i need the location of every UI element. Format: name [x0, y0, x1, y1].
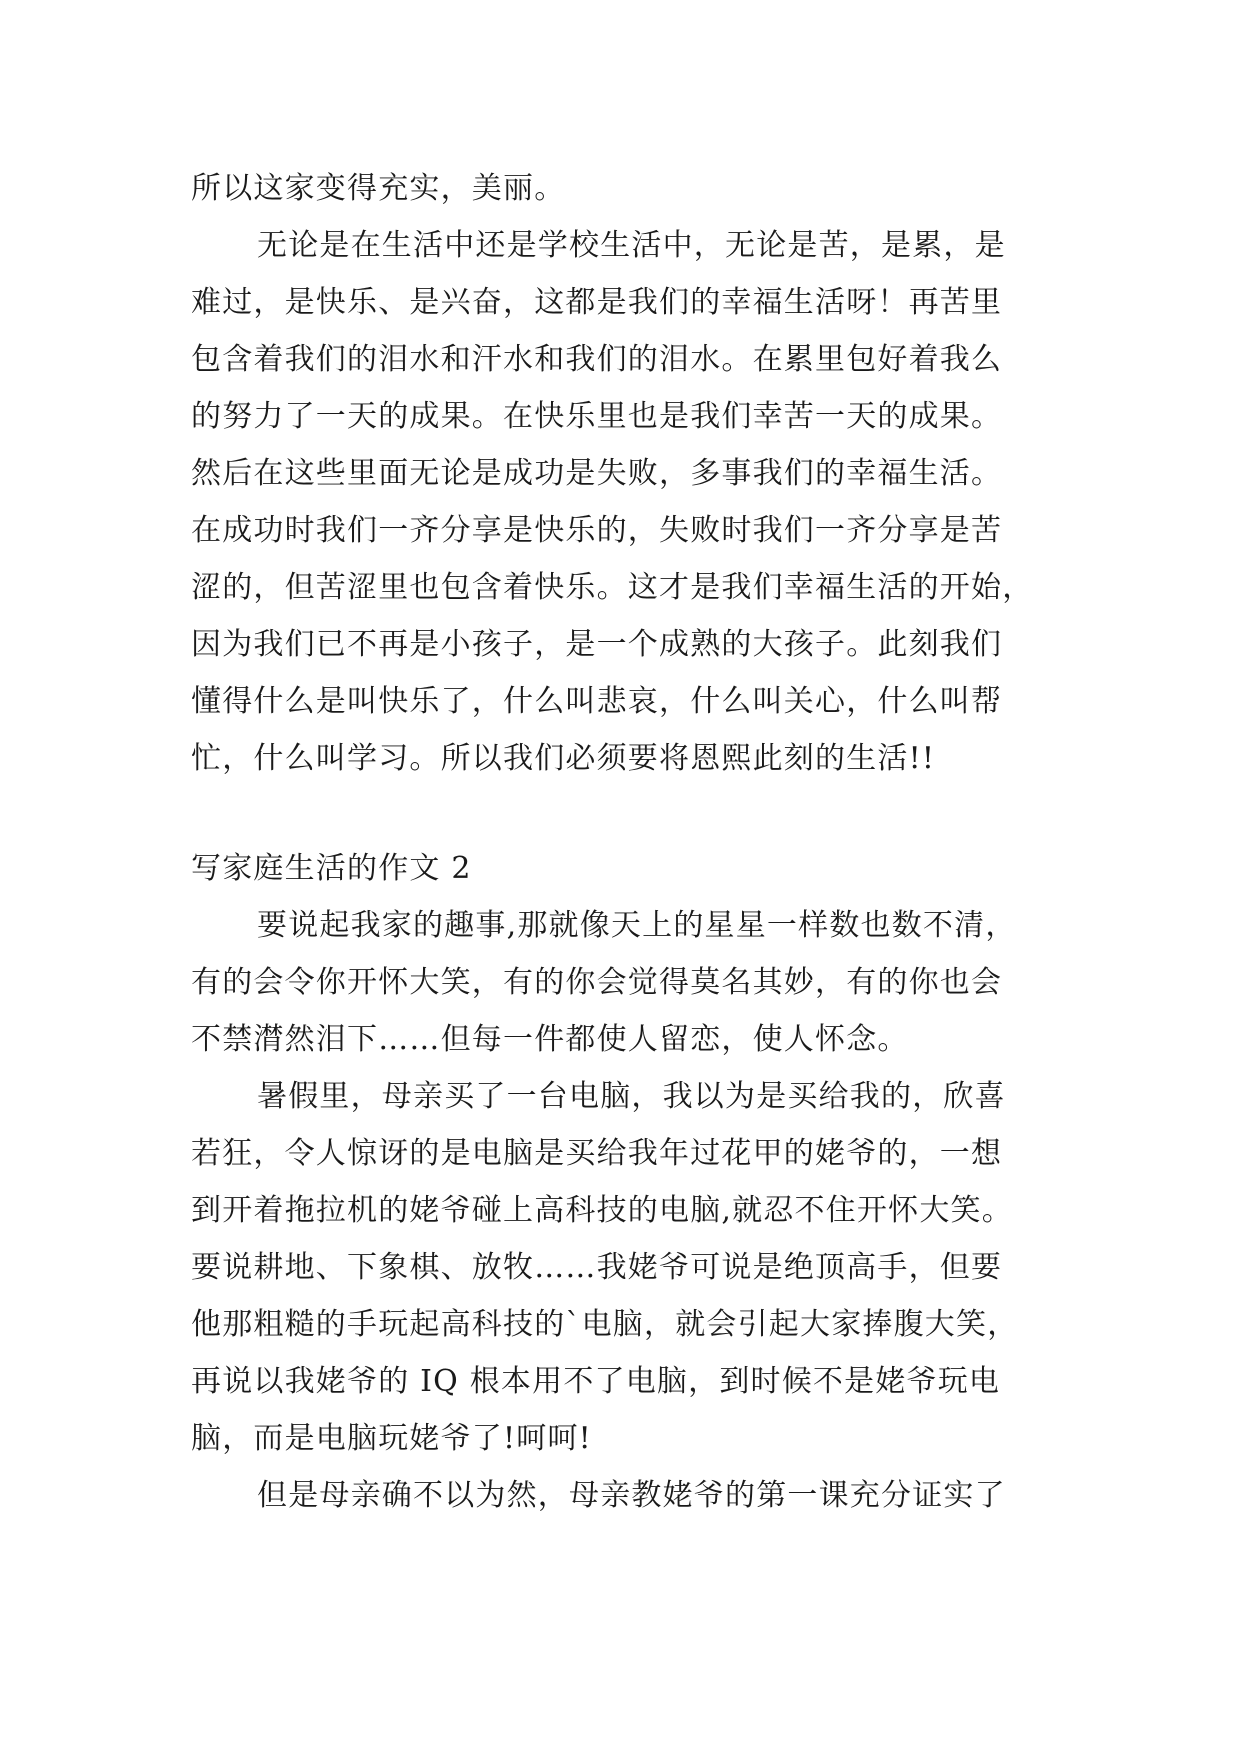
text-line: 再说以我姥爷的 IQ 根本用不了电脑，到时候不是姥爷玩电 [191, 1364, 1001, 1399]
text-line: 有的会令你开怀大笑，有的你会觉得莫名其妙，有的你也会 [191, 965, 1003, 1000]
text-line: 他那粗糙的手玩起高科技的`电脑，就会引起大家捧腹大笑， [191, 1307, 1019, 1342]
text-line: 难过，是快乐、是兴奋，这都是我们的幸福生活呀！再苦里 [191, 285, 1003, 320]
section-1 [191, 160, 1051, 787]
text-line: 涩的，但苦涩里也包含着快乐。这才是我们幸福生活的开始， [191, 570, 1034, 605]
paragraph-start-line: 无论是在生活中还是学校生活中，无论是苦，是累，是 [257, 228, 1006, 263]
paragraph-start-line: 要说起我家的趣事,那就像天上的星星一样数也数不清， [257, 908, 1017, 943]
text-line: 然后在这些里面无论是成功是失败，多事我们的幸福生活。 [191, 456, 1003, 491]
paragraph-start-line: 暑假里，母亲买了一台电脑，我以为是买给我的，欣喜 [257, 1079, 1006, 1114]
text-line: 的努力了一天的成果。在快乐里也是我们幸苦一天的成果。 [191, 399, 1003, 434]
text-line: 忙，什么叫学习。所以我们必须要将恩熙此刻的生活!! [191, 741, 936, 776]
text-line: 因为我们已不再是小孩子，是一个成熟的大孩子。此刻我们 [191, 627, 1003, 662]
text-line: 脑，而是电脑玩姥爷了!呵呵! [191, 1421, 592, 1456]
section-heading: 写家庭生活的作文 2 [191, 851, 472, 886]
text-line: 不禁潸然泪下……但每一件都使人留恋，使人怀念。 [191, 1022, 909, 1057]
text-line: 在成功时我们一齐分享是快乐的，失败时我们一齐分享是苦 [191, 513, 1003, 548]
text-line: 懂得什么是叫快乐了，什么叫悲哀，什么叫关心，什么叫帮 [191, 684, 1003, 719]
text-line: 到开着拖拉机的姥爷碰上高科技的电脑,就忍不住开怀大笑。 [191, 1193, 1013, 1228]
text-line: 若狂，令人惊讶的是电脑是买给我年过花甲的姥爷的，一想 [191, 1136, 1003, 1171]
text-line: 包含着我们的泪水和汗水和我们的泪水。在累里包好着我么 [191, 342, 1003, 377]
text-line: 要说耕地、下象棋、放牧……我姥爷可说是绝顶高手，但要 [191, 1250, 1003, 1285]
paragraph-start-line: 但是母亲确不以为然，母亲教姥爷的第一课充分证实了 [257, 1478, 1006, 1513]
text-line: 所以这家变得充实，美丽。 [191, 171, 566, 206]
section-2 [191, 840, 1051, 1524]
